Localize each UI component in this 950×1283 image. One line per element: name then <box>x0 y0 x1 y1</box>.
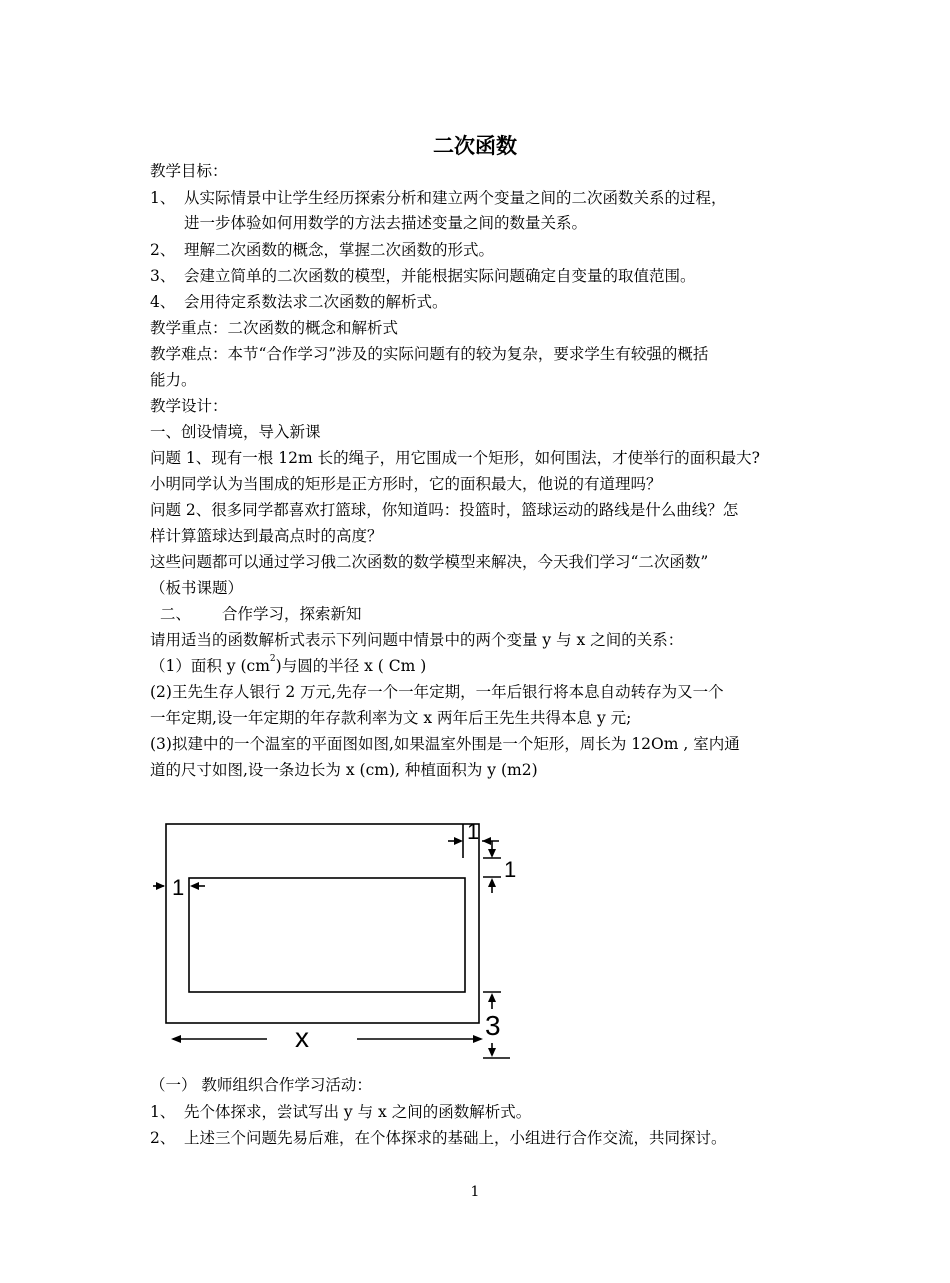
paragraph-line: 能力。 <box>150 371 197 389</box>
section-design: 教学设计： <box>150 397 228 415</box>
list-item: 1、 从实际情景中让学生经历探索分析和建立两个变量之间的二次函数关系的过程， <box>150 189 727 207</box>
list-item: 4、 会用待定系数法求二次函数的解析式。 <box>150 293 448 311</box>
paragraph-line: 问题 2、很多同学都喜欢打篮球，你知道吗：投篮时，篮球运动的路线是什么曲线？怎 <box>150 501 739 519</box>
greenhouse-diagram <box>145 815 525 1065</box>
section-heading: 二、 合作学习，探索新知 <box>160 605 362 623</box>
paragraph-line: 样计算篮球达到最高点时的高度？ <box>150 527 383 545</box>
list-item: 2、 理解二次函数的概念，掌握二次函数的形式。 <box>150 241 495 259</box>
key-points: 教学重点：二次函数的概念和解析式 <box>150 319 399 337</box>
section-heading: 一、创设情境，导入新课 <box>150 423 321 441</box>
list-item: 3、 会建立简单的二次函数的模型，并能根据实际问题确定自变量的取值范围。 <box>150 267 696 285</box>
paragraph-line: (3)拟建中的一个温室的平面图如图,如果温室外围是一个矩形，周长为 12Om , 室内通 <box>150 735 740 753</box>
list-item: 1、 先个体探求，尝试写出 y 与 x 之间的函数解析式。 <box>150 1103 532 1121</box>
paragraph-line: （板书课题） <box>150 579 244 597</box>
paragraph-line: 道的尺寸如图,设一条边长为 x (cm), 种植面积为 y (m2) <box>150 761 538 779</box>
paragraph-line: （1）面积 y $(cm^2)$与圆的半径 x ( Cm ) <box>150 654 427 675</box>
dimension-label-top: 1 <box>467 819 480 844</box>
list-item-continuation: 进一步体验如何用数学的方法去描述变量之间的数量关系。 <box>184 214 588 232</box>
paragraph-line: 小明同学认为当围成的矩形是正方形时，它的面积最大，他说的有道理吗？ <box>150 475 662 493</box>
paragraph-line: 请用适当的函数解析式表示下列问题中情景中的两个变量 y 与 x 之间的关系： <box>150 631 684 649</box>
outer-rectangle <box>166 824 479 1023</box>
document-title: 二次函数 <box>433 133 517 158</box>
dimension-label-left: 1 <box>172 875 185 900</box>
dimension-label-right: 1 <box>504 857 517 882</box>
dimension-label-bottom: 3 <box>485 1010 501 1041</box>
section-heading: （一） 教师组织合作学习活动： <box>150 1076 372 1094</box>
inner-rectangle <box>189 878 465 992</box>
list-item: 2、 上述三个问题先易后难，在个体探求的基础上，小组进行合作交流，共同探讨。 <box>150 1129 727 1147</box>
paragraph-line: 这些问题都可以通过学习俄二次函数的数学模型来解决，今天我们学习“二次函数” <box>150 553 709 571</box>
paragraph-line: 问题 1、现有一根 12m 长的绳子，用它围成一个矩形，如何围法，才使举行的面积最大? <box>150 449 760 467</box>
section-objectives: 教学目标： <box>150 162 228 180</box>
paragraph-line: 一年定期,设一年定期的年存款利率为文 x 两年后王先生共得本息 y 元; <box>150 709 632 727</box>
dimension-label-x: x <box>295 1022 309 1053</box>
page-number: 1 <box>470 1184 480 1200</box>
difficult-points: 教学难点：本节“合作学习”涉及的实际问题有的较为复杂，要求学生有较强的概括 <box>150 345 709 363</box>
paragraph-line: (2)王先生存人银行 2 万元,先存一个一年定期，一年后银行将本息自动转存为又一个 <box>150 683 724 701</box>
